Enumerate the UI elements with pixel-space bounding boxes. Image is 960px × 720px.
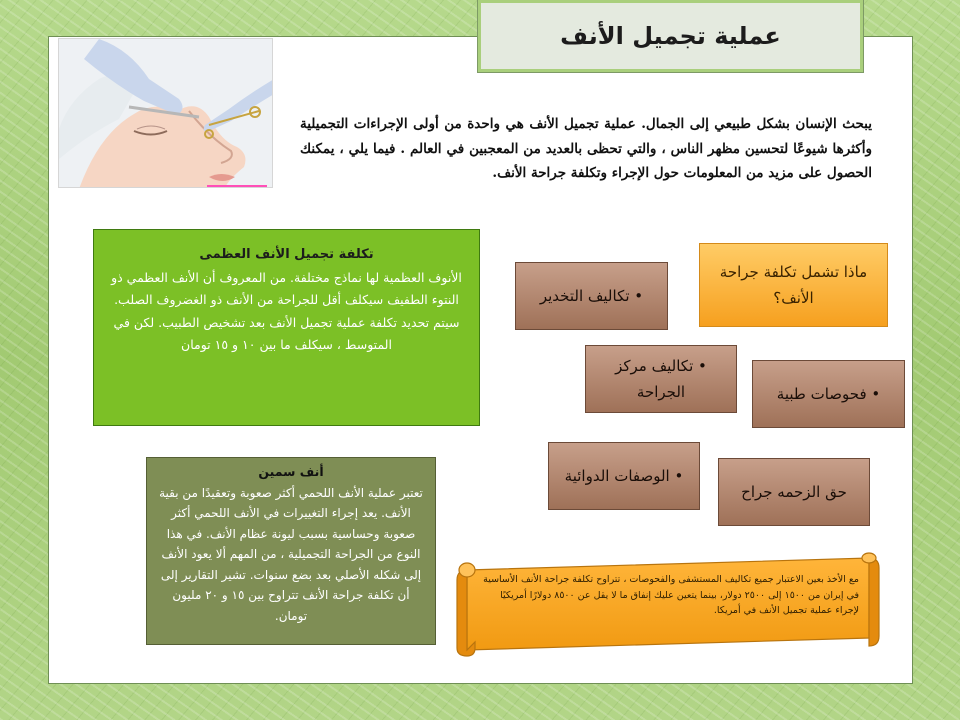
bony-nose-text: الأنوف العظمية لها نماذج مختلفة. من المعروف أن الأنف العظمي ذو النتوء الطفيف سيكلف أقل للجراحة من الأنف ذو الغضروف الصلب. سيتم تحديد تكلفة عملية تجميل الأنف بعد تشخيص الطبيب. لكن في المتوسط ، سيكلف ما بين ١٠ و ١٥ تومان	[111, 269, 462, 352]
price-note-text: مع الأخذ بعين الاعتبار جميع تكاليف المستشفى والفحوصات ، تتراوح تكلفة جراحة الأنف الأساسية في إيران من ١٥٠٠ إلى ٢٥٠٠ دولار، بينما يتعين عليك إنفاق ما لا يقل عن ٨٥٠٠ دولارًا أمريكيًا لإجراء عملية تجميل الأنف في أمريكا.	[483, 574, 859, 616]
cost-item-anesthesia: • تكاليف التخدير	[515, 262, 668, 330]
bony-nose-heading: تكلفة تجميل الأنف العظمى	[199, 247, 374, 262]
cost-item-surgery-center: • تكاليف مركز الجراحة	[585, 345, 737, 413]
slide-title-box	[478, 0, 863, 72]
intro-paragraph: يبحث الإنسان بشكل طبيعي إلى الجمال. عملية تجميل الأنف هي واحدة من أولى الإجراءات التجميلية وأكثرها شيوعًا لتحسين مظهر الناس ، والتي تحظى بالعديد من المعجبين في العالم . فيما يلي ، يمكنك الحصول على مزيد من المعلومات حول الإجراء وتكلفة جراحة الأنف.	[300, 116, 872, 181]
bony-nose-cost-box	[93, 229, 480, 426]
slide-title: عملية تجميل الأنف	[560, 22, 781, 50]
rhinoplasty-illustration-icon	[59, 39, 273, 188]
cost-question-box: ماذا تشمل تكلفة جراحة الأنف؟	[699, 243, 888, 327]
fleshy-nose-text: تعتبر عملية الأنف اللحمي أكثر صعوبة وتعقيدًا من بقية الأنف. يعد إجراء التغييرات في الأنف اللحمي أكثر صعوبة وحساسية بسبب ليونة عظام الأنف. في هذا النوع من الجراحة التجميلية ، من المهم ألا يعود الأنف إلى شكله الأصلي بعد بضع سنوات. تشير التقارير إلى أن تكلفة جراحة الأنف تتراوح بين ١٥ و ٢٠ مليون تومان.	[159, 485, 423, 623]
fleshy-nose-box	[146, 457, 436, 645]
cost-item-surgeon-fee: حق الزحمه جراح	[718, 458, 870, 526]
price-note-scroll	[455, 552, 883, 658]
cost-item-medical-tests: • فحوصات طبية	[752, 360, 905, 428]
fleshy-nose-heading: أنف سمين	[258, 464, 324, 479]
cost-item-prescriptions: • الوصفات الدوائية	[548, 442, 700, 510]
rhinoplasty-photo	[58, 38, 273, 188]
